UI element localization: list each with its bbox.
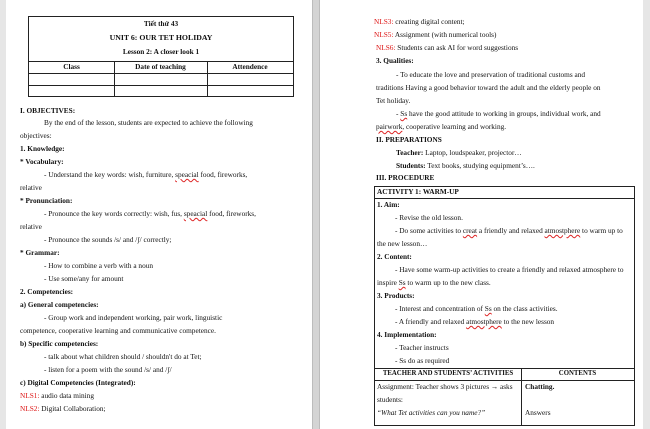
students-line: Students: Text books, studying equipment’s…. <box>396 161 535 170</box>
intro-line-1: By the end of the lesson, students are expected to achieve the following <box>44 118 253 127</box>
nls6-line: NLS6: Students can ask AI for word suggestions <box>376 43 519 52</box>
content-line-2: inspire Ss to warm up to the new class. <box>377 278 491 287</box>
vocabulary-heading: * Vocabulary: <box>20 157 64 166</box>
page-separator <box>312 0 320 429</box>
assignment-line-2: students: <box>377 395 403 404</box>
content-heading: 2. Content: <box>377 252 412 261</box>
qualities-line-3: Tet holiday. <box>376 96 411 105</box>
period-label: Tiết thứ 43 <box>143 19 179 28</box>
general-line-1: - Group work and independent working, pair work, linguistic <box>44 313 223 322</box>
assignment-line-1: Assignment: Teacher shows 3 pictures → asks <box>377 382 513 391</box>
implementation-heading: 4. Implementation: <box>377 330 437 339</box>
grammar-line-2: - Use some/any for amount <box>44 274 124 283</box>
column-attendance: Attendence <box>232 62 268 71</box>
pronunciation-line-1: - Pronounce the key words correctly: wish, fus, speacial food, fireworks, <box>44 209 256 218</box>
grammar-heading: * Grammar: <box>20 248 60 257</box>
vocabulary-line-1: - Understand the key words: wish, furniture, speacial food, fireworks, <box>44 170 248 179</box>
document-page-left <box>6 0 312 429</box>
qualities-line-5: pairwork, cooperative learning and working. <box>376 122 507 131</box>
knowledge-heading: 1. Knowledge: <box>20 144 65 153</box>
column-contents: CONTENTS <box>558 370 597 377</box>
competencies-heading: 2. Competencies: <box>20 287 74 296</box>
general-competencies-heading: a) General competencies: <box>20 300 99 309</box>
document-page-right <box>320 0 643 429</box>
specific-line-1: - talk about what children should / shouldn't do at Tet; <box>44 352 202 361</box>
qualities-heading: 3. Qualities: <box>376 56 414 65</box>
aim-line-3: the new lesson… <box>377 239 428 248</box>
pronunciation-line-3: - Pronounce the sounds /s/ and /ʃ/ correctly; <box>44 235 172 244</box>
column-date: Date of teaching <box>135 62 186 71</box>
qualities-line-1: - To educate the love and preservation of traditional customs and <box>396 70 586 79</box>
objectives-heading: I. OBJECTIVES: <box>20 106 76 115</box>
intro-line-2: objectives: <box>20 131 52 140</box>
assignment-question: “What Tet activities can you name?” <box>377 408 486 417</box>
content-line-1: - Have some warm-up activities to create a friendly and relaxed atmosphere to <box>395 265 624 274</box>
implementation-line-1: - Teacher instructs <box>395 343 449 352</box>
contents-answers: Answers <box>525 408 551 417</box>
column-class: Class <box>63 62 80 71</box>
vocabulary-line-2: relative <box>20 183 42 192</box>
lesson-title: Lesson 2: A closer look 1 <box>122 47 200 56</box>
lesson-title-box <box>28 16 294 97</box>
pronunciation-line-2: relative <box>20 222 42 231</box>
products-heading: 3. Products: <box>377 291 415 300</box>
products-line-1: - Interest and concentration of Ss on the class activities. <box>395 304 558 313</box>
specific-line-2: - listen for a poem with the sound /s/ and /ʃ/ <box>44 365 172 374</box>
implementation-line-2: - Ss do as required <box>395 356 450 365</box>
aim-line-2: - Do some activities to creat a friendly and relaxed atmostphere to warm up to <box>395 226 623 235</box>
activity-title: ACTIVITY 1: WARM-UP <box>377 187 459 196</box>
pronunciation-heading: * Pronunciation: <box>20 196 73 205</box>
qualities-line-2: traditions Having a good behavior toward the adult and the elderly people on <box>376 83 601 92</box>
aim-heading: 1. Aim: <box>377 200 400 209</box>
grammar-line-1: - How to combine a verb with a noun <box>44 261 154 270</box>
aim-line-1: - Revise the old lesson. <box>395 213 463 222</box>
general-line-2: competence, cooperative learning and communicative competence. <box>20 326 216 335</box>
nls2-line: NLS2: Digital Collaboration; <box>20 404 106 413</box>
qualities-line-4: - Ss have the good attitude to working in groups, individual work, and <box>396 109 601 118</box>
nls5-line: NLS5: Assignment (with numerical tools) <box>374 30 497 39</box>
nls3-line: NLS3: creating digital content; <box>374 17 465 26</box>
contents-chatting: Chatting. <box>525 382 555 391</box>
products-line-2: - A friendly and relaxed atmostphere to the new lesson <box>395 317 555 326</box>
unit-title: UNIT 6: OUR TET HOLIDAY <box>109 33 213 42</box>
nls1-line: NLS1: audio data mining <box>20 391 94 400</box>
activity-table <box>374 186 635 426</box>
preparations-heading: II. PREPARATIONS <box>376 135 442 144</box>
teacher-line: Teacher: Laptop, loudspeaker, projector… <box>396 148 522 157</box>
digital-competencies-heading: c) Digital Competencies (Integrated): <box>20 378 136 387</box>
specific-competencies-heading: b) Specific competencies: <box>20 339 99 348</box>
column-activities: TEACHER AND STUDENTS’ ACTIVITIES <box>382 370 514 377</box>
procedure-heading: III. PROCEDURE <box>376 173 435 182</box>
